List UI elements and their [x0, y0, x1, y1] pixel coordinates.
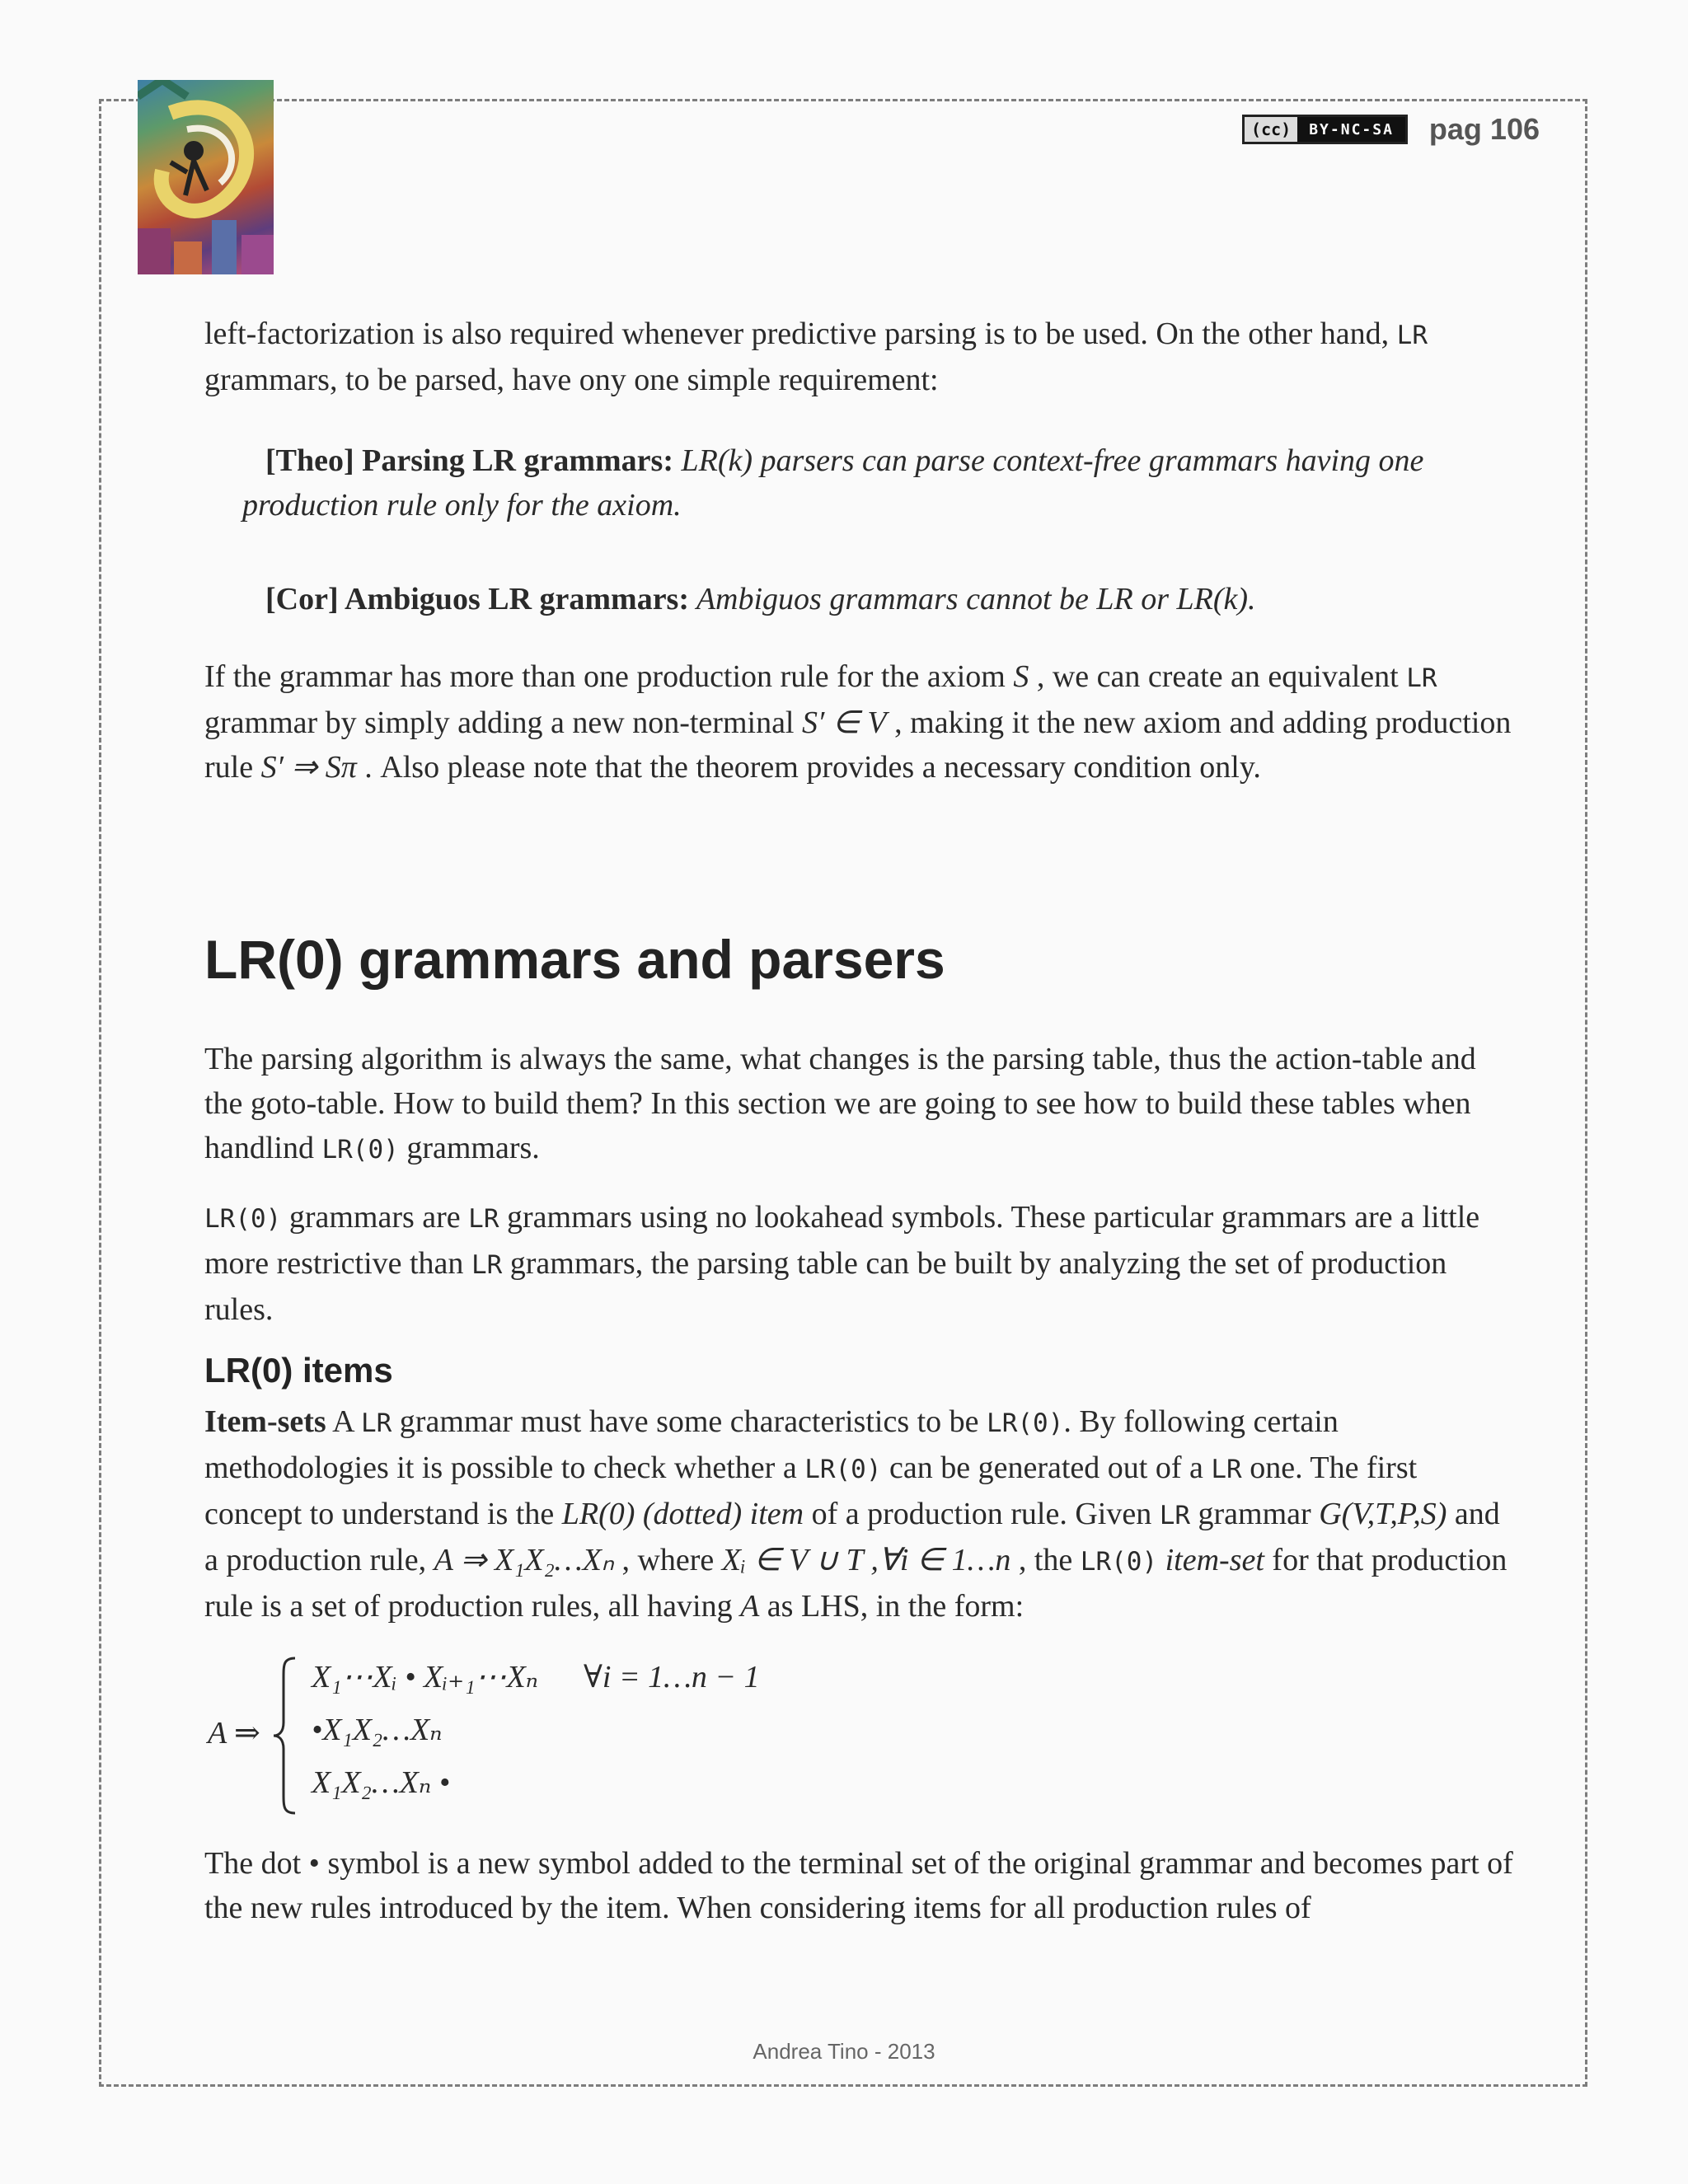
left-brace — [270, 1653, 303, 1818]
theorem-block — [204, 438, 1446, 527]
theorem-text: LR(k) parsers can parse context-free grammars having one production rule only for the axiom. — [242, 443, 1424, 523]
paragraph-item-sets: Item-sets A LR grammar must have some characteristics to be LR(0). By following certain methodologies it is possible to check whether a LR(0) can be generated out of a LR one. The first concept to understand is the LR(0) (dotted) item of a production rule. Given LR grammar G(V,T,P,S) and a production rule, A ⇒ X₁X₂…Xₙ , where Xᵢ ∈ V ∪ T ,∀i ∈ 1…n , the LR(0) item-set for that production rule is a set of production rules, all having A as LHS, in the form: — [204, 1404, 1507, 1624]
corollary-text: Ambiguos grammars cannot be LR or LR(k). — [689, 582, 1256, 616]
formula-case-3: X₁X₂…Xₙ • — [312, 1765, 451, 1800]
section-title: LR(0) grammars and parsers — [204, 929, 945, 990]
book-cover-image — [138, 80, 274, 274]
item-set-formula — [204, 1653, 1515, 1818]
page-footer: Andrea Tino - 2013 — [753, 2039, 935, 2064]
corollary-label: [Cor] Ambiguos LR grammars: — [265, 582, 690, 616]
page-header — [1242, 112, 1540, 147]
formula-lhs: A ⇒ — [208, 1716, 260, 1750]
formula-case-1-quantifier: ∀i = 1…n − 1 — [584, 1660, 760, 1694]
paragraph-intro: left-factorization is also required whenever predictive parsing is to be used. On the other hand, LR grammars, to be parsed, have ony one simple requirement: — [204, 316, 1428, 397]
page-number: pag 106 — [1428, 112, 1540, 146]
license-label: BY-NC-SA — [1297, 117, 1405, 142]
paragraph-dot-symbol: The dot • symbol is a new symbol added to the terminal set of the original grammar and becomes part of the new rules introduced by the item. When considering items for all production rules of — [204, 1846, 1513, 1925]
paragraph-lr0-definition: LR(0) grammars are LR grammars using no lookahead symbols. These particular grammars are a little more restrictive than LR grammars, the parsing table can be built by analyzing the set of production rules. — [204, 1200, 1480, 1327]
theorem-label: [Theo] Parsing LR grammars: — [265, 443, 673, 478]
cover-artwork — [138, 80, 274, 274]
cc-icon: (cc) — [1245, 117, 1297, 142]
paragraph-axiom: If the grammar has more than one production rule for the axiom S , we can create an equivalent LR grammar by simply adding a new non-terminal S′ ∈ V , making it the new axiom and adding production rule S′ ⇒ Sπ . Also please note that the theorem provides a necessary condition only. — [204, 659, 1512, 785]
paragraph-algorithm: The parsing algorithm is always the same, what changes is the parsing table, thus the action-table and the goto-table. How to build them? In this section we are going to see how to build these tables when handlind LR(0) grammars. — [204, 1042, 1476, 1165]
subsection-title: LR(0) items — [204, 1351, 393, 1390]
cc-license-badge[interactable] — [1242, 115, 1408, 144]
page-content — [204, 312, 1515, 1930]
corollary-block — [204, 577, 1515, 621]
formula-case-2: •X₁X₂…Xₙ — [312, 1713, 443, 1747]
formula-case-1: X₁⋯Xᵢ • Xᵢ₊₁⋯Xₙ — [312, 1660, 539, 1694]
